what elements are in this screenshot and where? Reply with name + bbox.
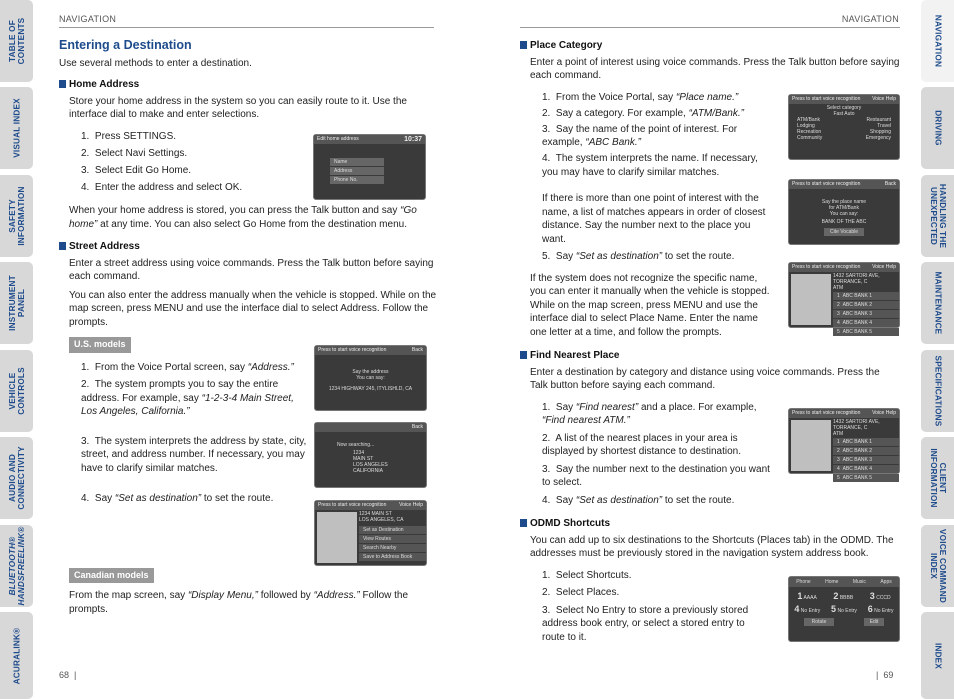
tab-client-information[interactable]: CLIENT INFORMATION [921, 437, 954, 519]
odmd-shortcuts-screen: Phone Home Music Apps 1 AAAA 2 BBBB 3 CCCD 4 No Entry 5 No Entry 6 No Entry Rotate Edit [788, 576, 900, 642]
tab-instrument-panel[interactable]: INSTRUMENT PANEL [0, 262, 33, 344]
find-nearest-heading: Find Nearest Place [520, 349, 900, 363]
find-nearest-steps [520, 401, 770, 508]
tab-vehicle-controls[interactable]: VEHICLE CONTROLS [0, 350, 33, 432]
place-category-after: If the system does not recognize the specific name, you can enter it manually when the vehicle is stopped. While on the map screen, press MENU and use the interface dial to select Place Name. Enter the name one letter at a time, and follow the prompts. [530, 272, 770, 338]
list-item: 2. Say a category. For example, “ATM/Bank.” [542, 107, 744, 119]
place-category-steps [520, 91, 770, 264]
home-address-heading: Home Address [59, 78, 437, 92]
nearest-results-screen: Press to start voice recognition Voice Help 1432 SARTORI AVE, TORRANCE, C ATM 1 ABC BANK 1 2 ABC BANK 2 3 ABC BANK 3 4 ABC BANK 4 5 ABC BANK 5 [788, 408, 900, 474]
odmd-shortcuts-heading: ODMD Shortcuts [520, 517, 900, 531]
header-rule-left [59, 27, 434, 28]
list-item: 4. The system interprets the name. If necessary, you may have to clarify similar matches. [542, 153, 758, 178]
page-number-left: 68 | [59, 670, 77, 680]
home-address-text: Store your home address in the system so you can easily route to it. Use the interface dial to make and enter selections. [69, 95, 407, 120]
tab-acuralink[interactable]: ACURALINK® [0, 612, 33, 699]
street-address-p2: You can also enter the address manually when the vehicle is stopped. While on the map screen, press MENU and use the interface dial to select Address. Follow the prompts. [69, 289, 437, 328]
list-item: 2. Select Navi Settings. [81, 147, 188, 159]
street-search-screen: Back Now searching... 1234 MAIN ST LOS ANGELES CALIFORNIA [314, 422, 427, 488]
page-title: Entering a Destination [59, 38, 192, 52]
list-item: 3. Say the number next to the destination you want to select. [542, 463, 770, 488]
tab-visual-index[interactable]: VISUAL INDEX [0, 87, 33, 169]
tab-handling-unexpected[interactable]: HANDLING THE UNEXPECTED [921, 175, 954, 257]
list-item: 3. Say the name of the point of interest. For example, “ABC Bank.” [542, 123, 738, 148]
odmd-shortcuts-text: You can add up to six destinations to the Shortcuts (Places tab) in the ODMD. The addresses must be previously stored in the navigation system address book. [530, 534, 894, 559]
list-item: If there is more than one point of interest with the name, a list of matches appears in order of closest distance. Say the number next to the place you want. [542, 193, 766, 245]
list-item: 3. The system interprets the address by state, city, street, and address number. If necessary, you may have to clarify similar matches. [81, 435, 307, 474]
find-nearest-text: Enter a destination by category and distance using voice commands. Press the Talk button before saying each command. [530, 366, 880, 391]
page-number-right: | 69 [876, 670, 894, 680]
tab-navigation[interactable]: NAVIGATION [921, 0, 954, 82]
header-rule-right [520, 27, 900, 28]
intro-text: Use several methods to enter a destination. [59, 57, 252, 69]
running-header-right: NAVIGATION [841, 14, 899, 24]
tab-voice-command-index[interactable]: VOICE COMMAND INDEX [921, 525, 954, 607]
list-item: 2. The system prompts you to say the entire address. For example, say “1-2-3-4 Main Street, Los Angeles, California.” [81, 379, 294, 417]
place-results-screen: Press to start voice recognition Voice Help 1432 SARTORI AVE, TORRANCE, C ATM 1 ABC BANK 1 2 ABC BANK 2 3 ABC BANK 3 4 ABC BANK 4 5 ABC BANK 5 [788, 262, 900, 328]
home-address-screen: Edit home address 10:37 Name Address Phone No. [313, 134, 426, 200]
us-models-badge: U.S. models [69, 337, 131, 353]
list-item: 4. Say “Set as destination” to set the route. [81, 493, 274, 504]
running-header-left: NAVIGATION [59, 14, 117, 24]
odmd-shortcuts-steps [520, 569, 760, 645]
canadian-models-badge: Canadian models [69, 568, 154, 584]
tab-specifications[interactable]: SPECIFICATIONS [921, 350, 954, 432]
street-destination-screen: Press to start voice recognition Voice Help 1234 MAIN ST LOS ANGELES, CA Set as Destination View Routes Search Nearby Save to Address Book [314, 500, 427, 566]
street-address-heading: Street Address [59, 240, 437, 254]
list-item: 3. Select No Entry to store a previously stored address book entry, or select a stored entry to route to it. [542, 604, 749, 643]
right-section-tabs [921, 0, 954, 699]
place-category-screen: Press to start voice recognition Voice Help Select category Fast Auto ATM/Bank Restaurant Lodging Travel Recreation Shopping Community Emergency [788, 94, 900, 160]
tab-table-of-contents[interactable]: TABLE OF CONTENTS [0, 0, 33, 82]
list-item: 3. Select Edit Go Home. [81, 164, 192, 176]
street-voice-screen: Press to start voice recognition Back Say the address You can say: 1234 HIGHWAY 245, ITYLISHLD, CA [314, 345, 427, 411]
list-item: 1. Select Shortcuts. [542, 569, 632, 581]
list-item: 1. From the Voice Portal screen, say “Address.” [81, 361, 294, 373]
home-address-steps [59, 130, 309, 195]
place-name-screen: Press to start voice recognition Back Say the place name for ATM/Bank You can say: BANK OF THE ABC Cite Vocable [788, 179, 900, 245]
list-item: 2. Select Places. [542, 587, 620, 598]
tab-bluetooth[interactable]: BLUETOOTH® HANDSFREELINK® [0, 525, 33, 607]
tab-driving[interactable]: DRIVING [921, 87, 954, 169]
street-address-steps [59, 361, 309, 506]
tab-index[interactable]: INDEX [921, 612, 954, 699]
list-item: 1. From the Voice Portal, say “Place name.” [542, 91, 739, 103]
place-category-heading: Place Category [520, 39, 900, 53]
canadian-models-text: From the map screen, say “Display Menu,” followed by “Address.” Follow the prompts. [69, 590, 409, 615]
list-item: 1. Press SETTINGS. [81, 130, 177, 142]
tab-audio-connectivity[interactable]: AUDIO AND CONNECTIVITY [0, 437, 33, 519]
list-item: 4. Enter the address and select OK. [81, 181, 243, 193]
list-item: 4. Say “Set as destination” to set the route. [542, 494, 735, 506]
street-address-p1: Enter a street address using voice commands. Press the Talk button before saying each command. [69, 257, 434, 282]
left-section-tabs [0, 0, 33, 699]
list-item: 1. Say “Find nearest” and a place. For example, “Find nearest ATM.” [542, 401, 757, 426]
tab-maintenance[interactable]: MAINTENANCE [921, 262, 954, 344]
home-address-after: When your home address is stored, you can press the Talk button and say “Go home” at any time. You can also select Go Home from the destination menu. [69, 205, 417, 230]
tab-safety-information[interactable]: SAFETY INFORMATION [0, 175, 33, 257]
list-item: 5. Say “Set as destination” to set the route. [542, 251, 735, 262]
place-category-text: Enter a point of interest using voice commands. Press the Talk button before saying each command. [530, 56, 900, 81]
list-item: 2. A list of the nearest places in your area is displayed by shortest distance to destination. [542, 432, 742, 457]
